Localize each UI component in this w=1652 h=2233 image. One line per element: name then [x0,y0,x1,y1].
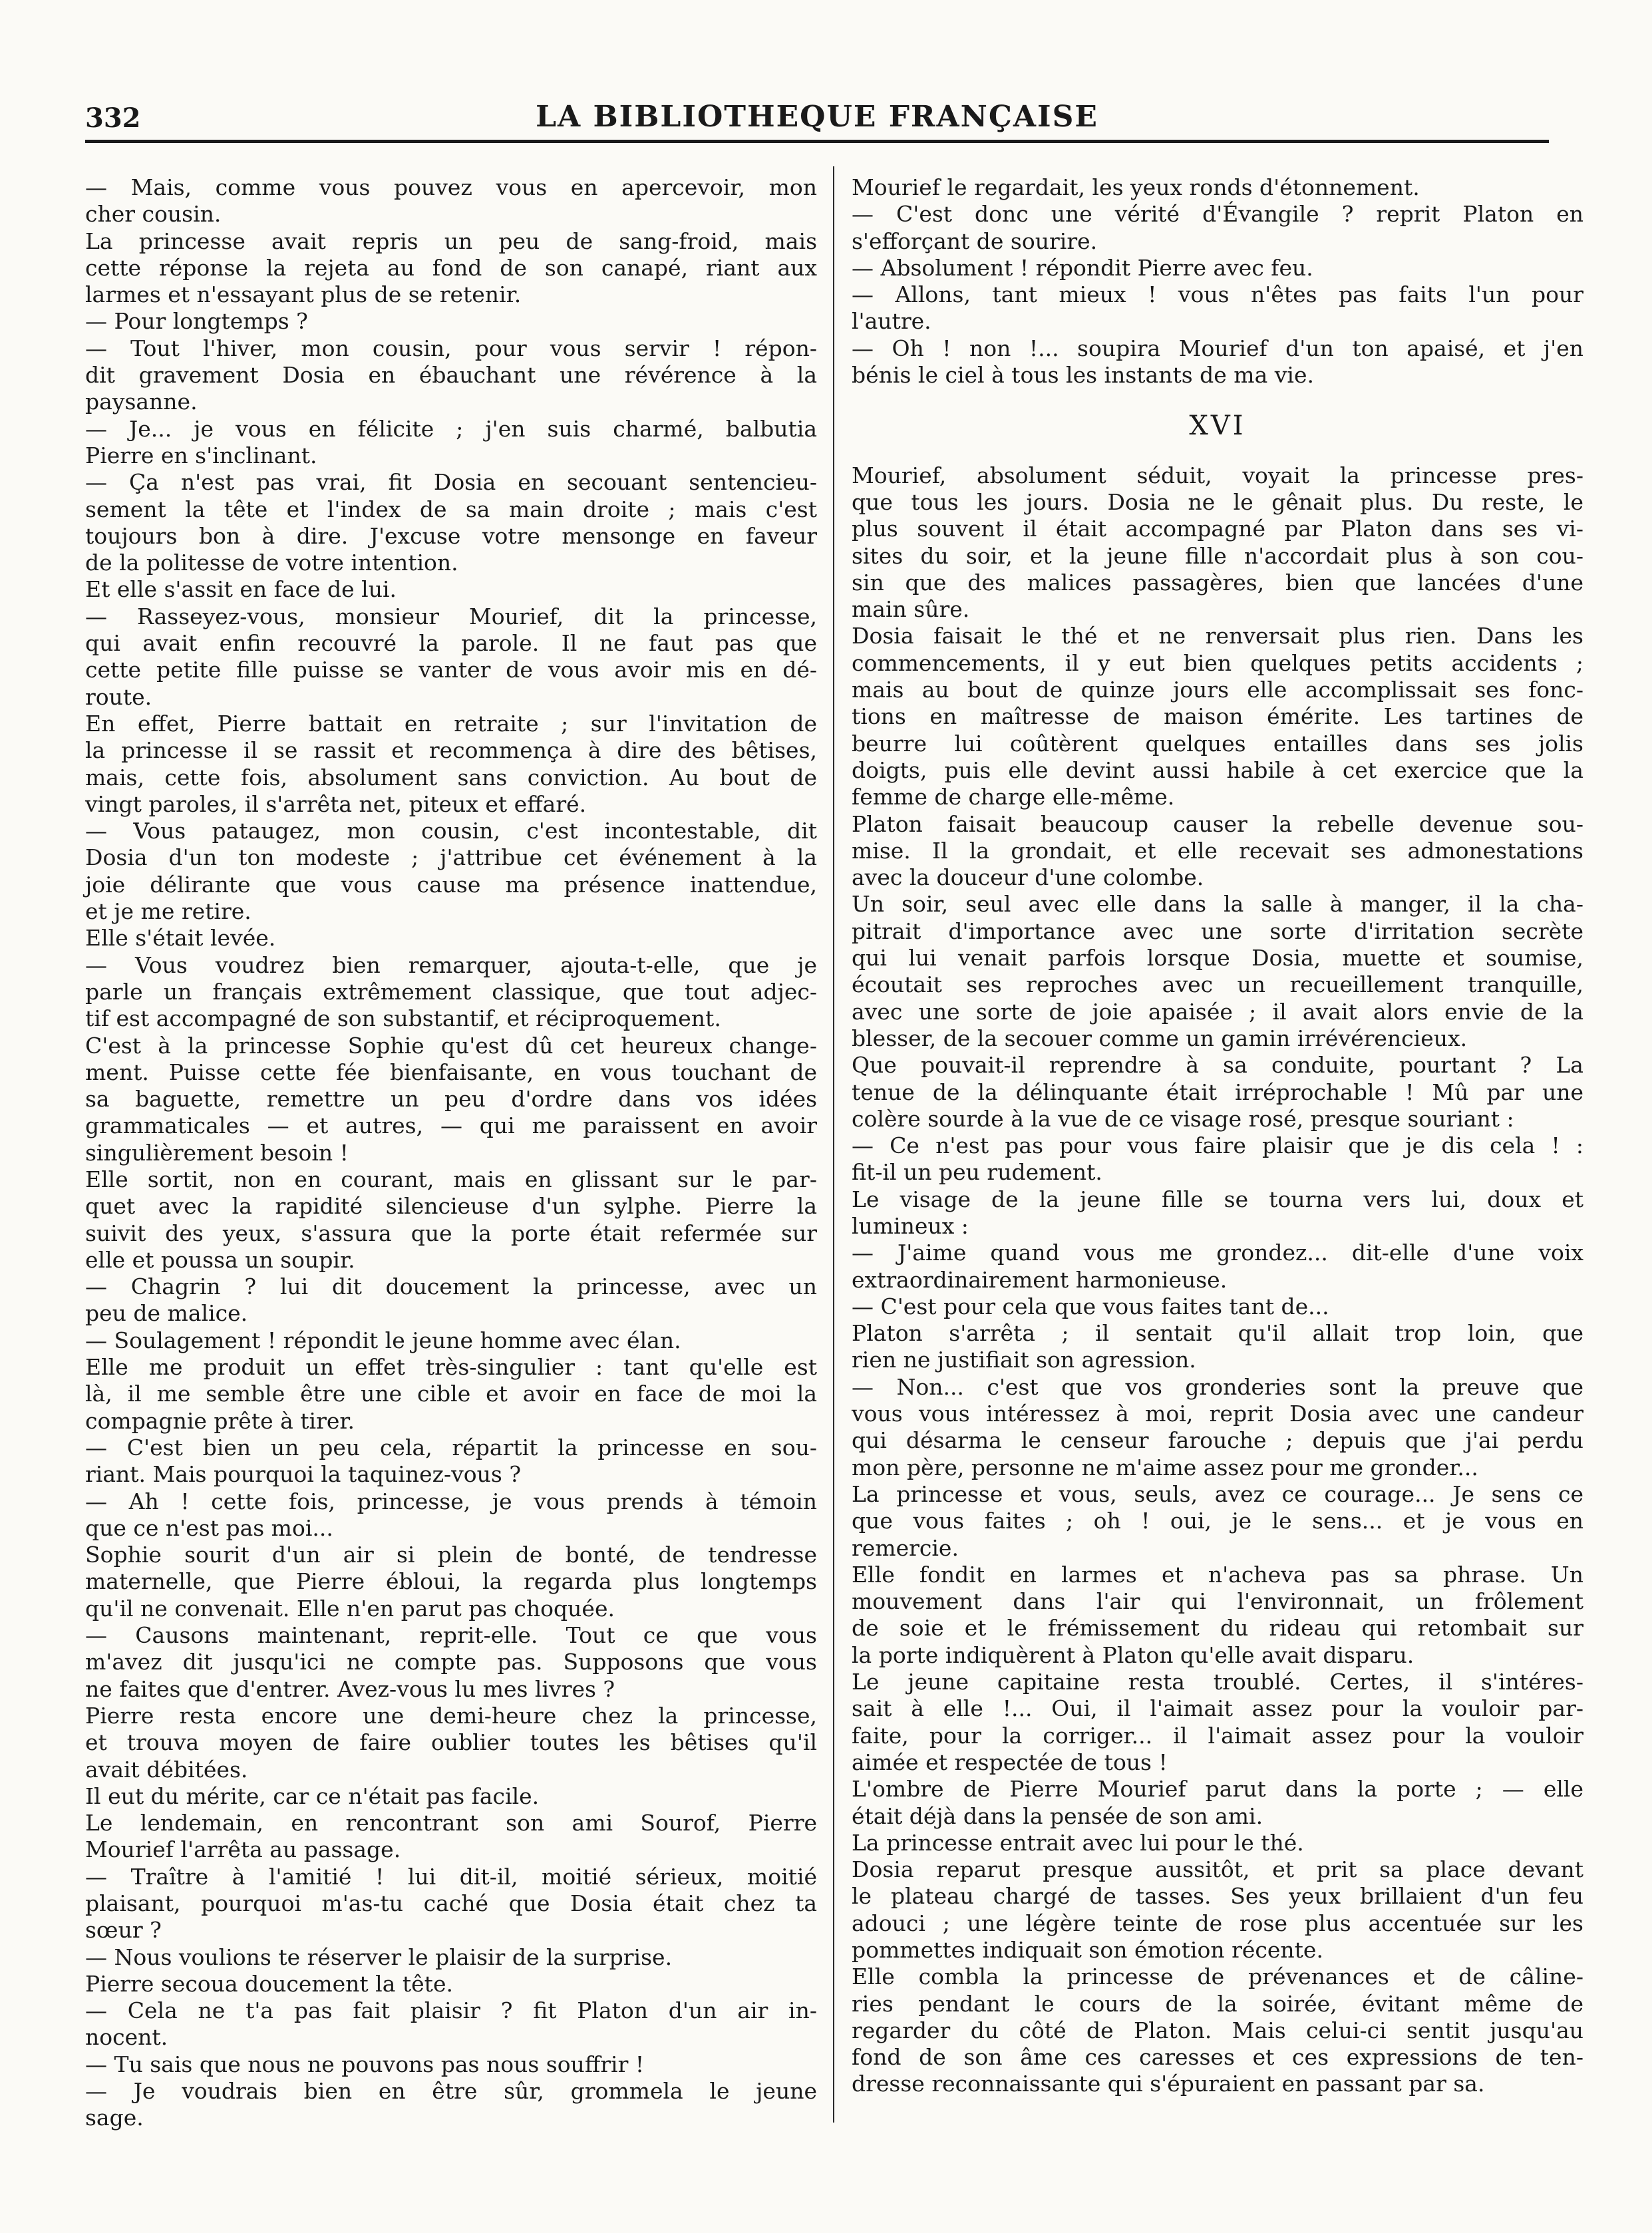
text-line: Dosia reparut presque aussitôt, et prit sa place devant [852,1856,1583,1883]
text-line: — Mais, comme vous pouvez vous en apercevoir, mon [85,174,817,200]
text-line: Dosia faisait le thé et ne renversait plus rien. Dans les [852,623,1583,649]
text-line: La princesse et vous, seuls, avez ce courage... Je sens ce [852,1480,1583,1507]
text-line: sait à elle !... Oui, il l'aimait assez pour la vouloir par- [852,1695,1583,1722]
text-line: nocent. [85,2024,168,2051]
text-line: Le visage de la jeune fille se tourna vers lui, doux et [852,1186,1583,1212]
text-line: tenue de la délinquante était irréprochable ! Mû par une [852,1079,1583,1105]
text-line: faite, pour la corriger... il l'aimait assez pour la vouloir [852,1722,1583,1749]
text-line: cher cousin. [85,201,222,228]
right-column [852,174,1583,2098]
text-line: riant. Mais pourquoi la taquinez-vous ? [85,1461,522,1488]
text-line: quet avec la rapidité silencieuse d'un sylphe. Pierre la [85,1193,817,1220]
text-line: — Non... c'est que vos gronderies sont la preuve que [852,1373,1583,1400]
text-line: pitrait d'importance avec une sorte d'irritation secrète [852,918,1583,944]
text-line: — Tout l'hiver, mon cousin, pour vous servir ! répon- [85,335,817,361]
text-line: — J'aime quand vous me grondez... dit-elle d'une voix [852,1240,1583,1266]
text-line: fond de son âme ces caresses et ces expressions de ten- [852,2044,1583,2071]
text-line: Un soir, seul avec elle dans la salle à manger, il la cha- [852,891,1583,918]
text-line: main sûre. [852,596,970,623]
text-line: de soie et le frémissement du rideau qui retombait sur [852,1615,1583,1641]
text-line: Il eut du mérite, car ce n'était pas facile. [85,1783,540,1809]
text-line: — Tu sais que nous ne pouvons pas nous souffrir ! [85,2051,645,2077]
text-line: — Allons, tant mieux ! vous n'êtes pas faits l'un pour [852,281,1583,308]
text-line: Dosia d'un ton modeste ; j'attribue cet événement à la [85,844,817,871]
text-line: grammaticales — et autres, — qui me paraissent en avoir [85,1113,817,1139]
text-line: ries pendant le cours de la soirée, évitant même de [852,1990,1583,2017]
text-line: peu de malice. [85,1300,248,1327]
text-line: Mourief, absolument séduit, voyait la princesse pres- [852,462,1583,488]
text-line: qui avait enfin recouvré la parole. Il ne faut pas que [85,630,817,657]
text-line: m'avez dit jusqu'ici ne compte pas. Supposons que vous [85,1649,817,1675]
text-line: sa baguette, remettre un peu d'ordre dans vos idées [85,1086,817,1113]
text-line: remercie. [852,1534,959,1561]
text-line: — Je... je vous en félicite ; j'en suis charmé, balbutia [85,415,817,442]
text-line: Et elle s'assit en face de lui. [85,576,397,603]
text-line: cette petite fille puisse se vanter de vous avoir mis en dé- [85,657,817,683]
text-line: suivit des yeux, s'assura que la porte était refermée sur [85,1220,817,1246]
header-rule [85,140,1549,143]
running-title: LA BIBLIOTHEQUE FRANÇAISE [536,100,1098,134]
text-line: et je me retire. [85,898,251,925]
text-line: tif est accompagné de son substantif, et réciproquement. [85,1005,721,1032]
chapter-heading: XVI [1189,411,1246,442]
text-line: vous vous intéressez à moi, reprit Dosia avec une candeur [852,1401,1583,1427]
text-line: Elle me produit un effet très-singulier : tant qu'elle est [85,1354,817,1381]
text-line: — Ce n'est pas pour vous faire plaisir que je dis cela ! : [852,1132,1583,1159]
text-line: — C'est pour cela que vous faites tant de... [852,1293,1329,1319]
text-line: Mourief le regardait, les yeux ronds d'étonnement. [852,174,1420,200]
text-line: — Ah ! cette fois, princesse, je vous prends à témoin [85,1488,817,1514]
text-line: qui désarma le censeur farouche ; depuis que j'ai perdu [852,1427,1583,1454]
text-line: — Soulagement ! répondit le jeune homme avec élan. [85,1327,681,1353]
text-line: route. [85,683,152,710]
text-line: la princesse il se rassit et recommença à dire des bêtises, [85,737,817,764]
text-line: Sophie sourit d'un air si plein de bonté, de tendresse [85,1542,817,1568]
text-line: doigts, puis elle devint aussi habile à cet exercice que la [852,757,1583,783]
text-line: paysanne. [85,389,198,415]
text-line: s'efforçant de sourire. [852,228,1098,254]
text-line: Le lendemain, en rencontrant son ami Sourof, Pierre [85,1810,817,1836]
text-line: sin que des malices passagères, bien que lancées d'une [852,569,1583,596]
text-line: — Ça n'est pas vrai, fit Dosia en secouant sentencieu- [85,469,817,496]
text-line: C'est à la princesse Sophie qu'est dû cet heureux change- [85,1032,817,1059]
text-line: la porte indiquèrent à Platon qu'elle avait disparu. [852,1641,1414,1668]
text-line: bénis le ciel à tous les instants de ma vie. [852,362,1314,389]
text-line: mise. Il la grondait, et elle recevait ses admonestations [852,837,1583,864]
text-line: — Traître à l'amitié ! lui dit-il, moitié sérieux, moitié [85,1863,817,1890]
text-line: — Cela ne t'a pas fait plaisir ? fit Platon d'un air in- [85,1997,817,2024]
text-line: Que pouvait-il reprendre à sa conduite, pourtant ? La [852,1052,1583,1079]
text-line: là, il me semble être une cible et avoir en face de moi la [85,1381,817,1407]
text-line: sites du soir, et la jeune fille n'accordait plus à son cou- [852,542,1583,569]
text-line: — Absolument ! répondit Pierre avec feu. [852,254,1313,281]
text-line: mais, cette fois, absolument sans conviction. Au bout de [85,764,817,790]
text-line: En effet, Pierre battait en retraite ; sur l'invitation de [85,710,817,737]
text-line: de la politesse de votre intention. [85,550,458,576]
text-line: dresse reconnaissante qui s'épuraient en passant par sa. [852,2071,1485,2097]
text-line: vingt paroles, il s'arrêta net, piteux et effaré. [85,790,587,817]
text-line: — C'est donc une vérité d'Évangile ? reprit Platon en [852,201,1583,228]
text-line: que tous les jours. Dosia ne le gênait plus. Du reste, le [852,488,1583,515]
text-line: beurre lui coûtèrent quelques entailles dans ses jolis [852,730,1583,757]
text-line: qui lui venait parfois lorsque Dosia, muette et soumise, [852,945,1583,971]
text-line: mais au bout de quinze jours elle accomplissait ses fonc- [852,677,1583,703]
text-line: — Vous pataugez, mon cousin, c'est incontestable, dit [85,818,817,844]
text-line: ment. Puisse cette fée bienfaisante, en vous touchant de [85,1059,817,1085]
text-line: cette réponse la rejeta au fond de son canapé, riant aux [85,254,817,281]
text-line: écoutait ses reproches avec un recueillement tranquille, [852,971,1583,998]
text-line: — Oh ! non !... soupira Mourief d'un ton apaisé, et j'en [852,335,1583,361]
text-line: compagnie prête à tirer. [85,1407,355,1434]
text-line: rien ne justifiait son agression. [852,1347,1196,1373]
text-line: aimée et respectée de tous ! [852,1749,1168,1775]
text-line: joie délirante que vous cause ma présence inattendue, [85,871,817,898]
left-column [85,174,817,2132]
text-line: — Rasseyez-vous, monsieur Mourief, dit la princesse, [85,603,817,629]
text-line: plus souvent il était accompagné par Platon dans ses vi- [852,516,1583,542]
text-line: — Causons maintenant, reprit-elle. Tout ce que vous [85,1622,817,1649]
text-line: blesser, de la secouer comme un gamin irrévérencieux. [852,1025,1468,1051]
text-line: commencements, il y eut bien quelques petits accidents ; [852,649,1583,676]
right-column-bottom-text [852,462,1583,2098]
text-line: Mourief l'arrêta au passage. [85,1836,401,1863]
page-header [85,100,1549,140]
text-line: femme de charge elle-même. [852,784,1175,810]
text-line: Elle sortit, non en courant, mais en glissant sur le par- [85,1166,817,1192]
text-line: parle un français extrêmement classique, que tout adjec- [85,978,817,1005]
text-line: — Vous voudrez bien remarquer, ajouta-t-elle, que je [85,951,817,978]
text-line: La princesse entrait avec lui pour le thé. [852,1829,1304,1856]
text-line: sage. [85,2105,144,2131]
text-line: qu'il ne convenait. Elle n'en parut pas choquée. [85,1595,615,1622]
text-line: maternelle, que Pierre ébloui, la regarda plus longtemps [85,1568,817,1595]
text-line: Pierre en s'inclinant. [85,442,317,468]
text-line: toujours bon à dire. J'excuse votre mensonge en faveur [85,522,817,549]
text-line: adouci ; une légère teinte de rose plus accentuée sur les [852,1910,1583,1936]
text-line: L'ombre de Pierre Mourief parut dans la porte ; — elle [852,1776,1583,1803]
text-line: Elle s'était levée. [85,925,276,951]
text-line: mouvement dans l'air qui l'environnait, un frôlement [852,1588,1583,1615]
text-line: extraordinairement harmonieuse. [852,1266,1228,1293]
text-line: et trouva moyen de faire oublier toutes les bêtises qu'il [85,1729,817,1756]
right-column-top-text [852,174,1583,389]
page-number: 332 [85,102,141,134]
text-line: — Chagrin ? lui dit doucement la princesse, avec un [85,1274,817,1300]
text-line: était déjà dans la pensée de son ami. [852,1803,1263,1829]
text-line: larmes et n'essayant plus de se retenir. [85,281,522,308]
text-line: avec la douceur d'une colombe. [852,864,1204,891]
text-line: l'autre. [852,308,931,335]
text-line: Pierre secoua doucement la tête. [85,1970,453,1997]
text-line: — C'est bien un peu cela, répartit la princesse en sou- [85,1434,817,1460]
text-line: tions en maîtresse de maison émérite. Les tartines de [852,703,1583,730]
text-line: elle et poussa un soupir. [85,1246,355,1273]
text-line: dit gravement Dosia en ébauchant une révérence à la [85,362,817,389]
text-line: Elle fondit en larmes et n'acheva pas sa phrase. Un [852,1561,1583,1588]
text-line: Platon s'arrêta ; il sentait qu'il allait trop loin, que [852,1320,1583,1347]
column-divider [833,166,834,2123]
text-line: Elle combla la princesse de prévenances et de câline- [852,1964,1583,1990]
text-line: — Nous voulions te réserver le plaisir de la surprise. [85,1944,673,1970]
text-line: plaisant, pourquoi m'as-tu caché que Dosia était chez ta [85,1890,817,1916]
text-line: sœur ? [85,1917,162,1944]
text-line: que vous faites ; oh ! oui, je le sens... et je vous en [852,1508,1583,1534]
text-line: ne faites que d'entrer. Avez-vous lu mes livres ? [85,1675,615,1702]
text-line: le plateau chargé de tasses. Ses yeux brillaient d'un feu [852,1883,1583,1910]
text-line: pommettes indiquait son émotion récente. [852,1937,1323,1963]
text-line: Le jeune capitaine resta troublé. Certes, il s'intéres- [852,1669,1583,1695]
text-line: avec une sorte de joie apaisée ; il avait alors envie de la [852,998,1583,1025]
text-line: Platon faisait beaucoup causer la rebelle devenue sou- [852,810,1583,837]
text-line: La princesse avait repris un peu de sang-froid, mais [85,228,817,254]
text-line: que ce n'est pas moi... [85,1514,333,1541]
text-line: singulièrement besoin ! [85,1139,349,1166]
text-line: — Pour longtemps ? [85,308,308,335]
text-line: colère sourde à la vue de ce visage rosé, presque souriant : [852,1105,1514,1132]
text-line: regarder du côté de Platon. Mais celui-ci sentit jusqu'au [852,2017,1583,2043]
text-line: fit-il un peu rudement. [852,1159,1102,1186]
text-line: lumineux : [852,1212,969,1239]
text-line: — Je voudrais bien en être sûr, grommela le jeune [85,2078,817,2105]
text-line: sement la tête et l'index de sa main droite ; mais c'est [85,496,817,522]
text-line: Pierre resta encore une demi-heure chez la princesse, [85,1702,817,1729]
text-line: avait débitées. [85,1756,248,1783]
text-line: mon père, personne ne m'aime assez pour me gronder... [852,1454,1478,1480]
